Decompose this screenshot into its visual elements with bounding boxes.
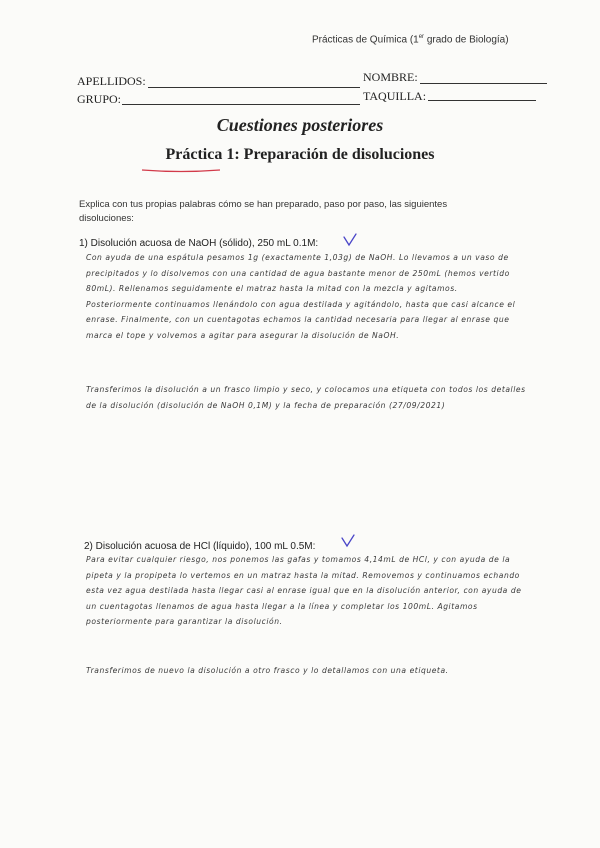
section-1-answer-paragraph-2: Transferimos la disolución a un frasco limpio y seco, y colocamos una etiqueta con todos los detalles de la disolución (disolución de NaOH 0,1M) y la fecha de preparación (27/09/2021) (86, 385, 526, 410)
section-2-heading: 2) Disolución acuosa de HCl (líquido), 100 mL 0.5M: (84, 541, 316, 552)
section-1-heading: 1) Disolución acuosa de NaOH (sólido), 250 mL 0.1M: (79, 238, 319, 249)
apellidos-label: APELLIDOS: (77, 74, 146, 88)
underline-mark (141, 168, 221, 173)
nombre-label: NOMBRE: (363, 70, 418, 84)
check-mark-icon (340, 534, 356, 548)
page-title: Cuestiones posteriores (216, 115, 384, 135)
grupo-line[interactable] (122, 104, 360, 105)
nombre-line[interactable] (420, 83, 547, 84)
course-header: Prácticas de Química (1er grado de Biología) (312, 34, 509, 46)
practice-title: Práctica 1: Preparación de disoluciones (165, 146, 435, 163)
taquilla-label: TAQUILLA: (363, 89, 427, 103)
section-1-answer-paragraph-1: Con ayuda de una espátula pesamos 1g (exactamente 1,03g) de NaOH. Lo llevamos a un vaso de precipitados y lo disolvemos con una cantidad de agua bastante menor de 250mL (hemos vertido 80mL). Rellenamos seguidamente el matraz hasta la mitad con la mezcla y agitamos. Posteriormente continuamos llenándolo con agua destilada y agitándolo, hasta que casi alcance el enrase. Finalmente, con un cuentagotas echamos la cantidad necesaria para llegar al enrase que marca el tope y volvemos a agitar para asegurar la disolución de NaOH. (86, 253, 516, 340)
taquilla-line[interactable] (428, 100, 536, 101)
grupo-label: GRUPO: (77, 92, 122, 106)
check-mark-icon (342, 233, 358, 247)
apellidos-line[interactable] (148, 87, 360, 88)
section-2-answer-paragraph-1: Para evitar cualquier riesgo, nos ponemos las gafas y tomamos 4,14mL de HCl, y con ayuda de la pipeta y la propipeta lo vertemos en un matraz hasta la mitad. Removemos y continuamos echando esta vez agua destilada hasta llegar casi al enrase igual que en la disolución anterior, con ayuda de un cuentagotas llenamos de agua hasta llegar a la línea y completar los 100mL. Agitamos posteriormente para garantizar la disolución. (86, 555, 522, 626)
instructions: Explica con tus propias palabras cómo se han preparado, paso por paso, las siguientes disoluciones: (79, 199, 448, 224)
section-2-answer-paragraph-2: Transferimos de nuevo la disolución a otro frasco y lo detallamos con una etiqueta. (86, 666, 449, 675)
